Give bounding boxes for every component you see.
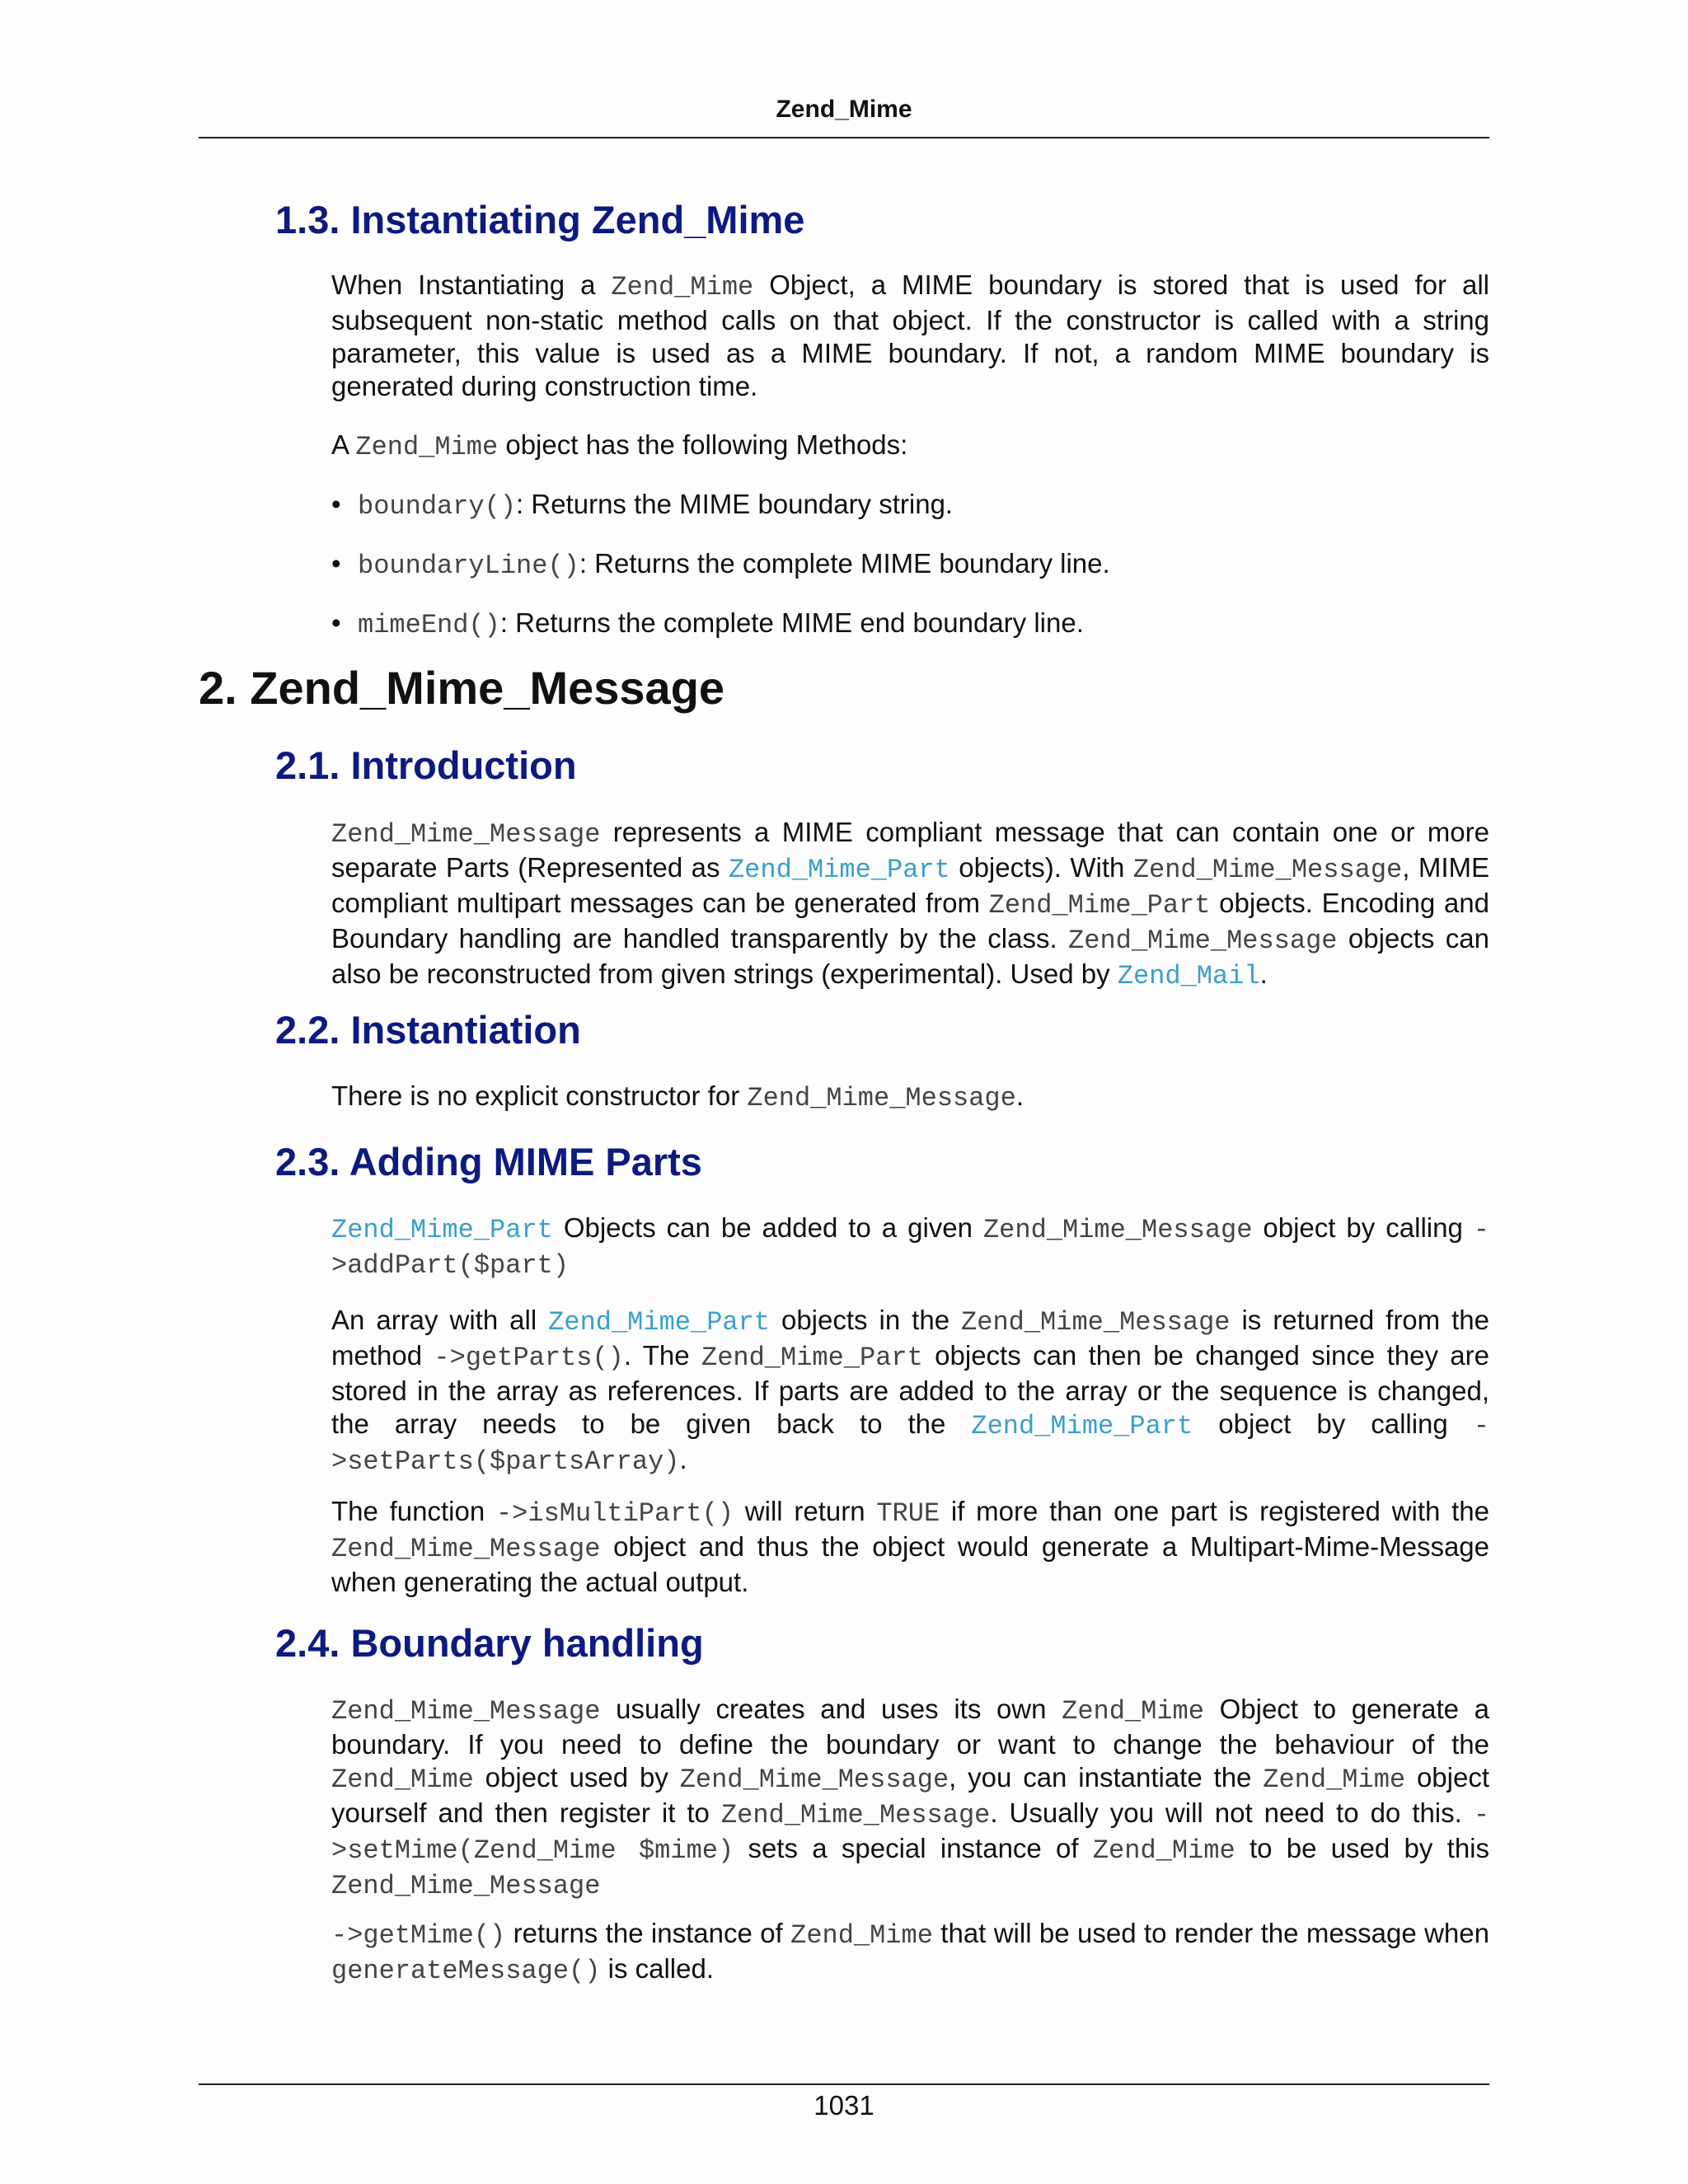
chapter-heading-2: 2. Zend_Mime_Message bbox=[199, 662, 725, 714]
link-zend-mime-part[interactable]: Zend_Mime_Part bbox=[728, 855, 950, 885]
paragraph-instantiation: There is no explicit constructor for Zend_Mime_Message. bbox=[331, 1080, 1024, 1113]
paragraph-instantiating-intro: When Instantiating a Zend_Mime Object, a MIME boundary is stored that is used for all subsequent non-static method calls on that object. If the constructor is called with a string parameter, this value is used as a MIME boundary. If not, a random MIME boundary is generated during construction time. bbox=[331, 269, 1489, 401]
section-heading-1-3: 1.3. Instantiating Zend_Mime bbox=[275, 198, 805, 241]
link-zend-mime-part[interactable]: Zend_Mime_Part bbox=[971, 1411, 1193, 1441]
list-item bbox=[331, 488, 1489, 547]
link-zend-mail[interactable]: Zend_Mail bbox=[1117, 961, 1260, 991]
list-item bbox=[331, 547, 1489, 607]
paragraph-introduction: Zend_Mime_Message represents a MIME compliant message that can contain one or more separate Parts (Represented as Zend_Mime_Part objects). With Zend_Mime_Message, MIME compliant multipart messages can be generated from Zend_Mime_Part objects. Encoding and Boundary handling are handled transparently by the class. Zend_Mime_Message objects can also be reconstructed from given strings (experimental). Used by Zend_Mail. bbox=[331, 817, 1490, 991]
method-description: : Returns the complete MIME end boundary line. bbox=[499, 607, 1084, 638]
method-code: mimeEnd() bbox=[358, 610, 500, 640]
paragraph-get-parts: An array with all Zend_Mime_Part objects in the Zend_Mime_Message is returned from the method ->getParts(). The Zend_Mime_Part objects can then be changed since they are stored in the array as references. If parts are added to the array or the sequence is changed, the array needs to be given back to the Zend_Mime_Part object by calling ->setParts($partsArray). bbox=[331, 1305, 1490, 1477]
code-zend-mime: Zend_Mime bbox=[355, 432, 499, 462]
method-code: boundaryLine() bbox=[358, 551, 579, 581]
paragraph-boundary-handling: Zend_Mime_Message usually creates and uses its own Zend_Mime Object to generate a boundary. If you need to define the boundary or want to change the behaviour of the Zend_Mime object used by Zend_Mime_Message, you can instantiate the Zend_Mime object yourself and then register it to Zend_Mime_Message. Usually you will not need to do this. ->setMime(Zend_Mime $mime) sets a special instance of Zend_Mime to be used by this Zend_Mime_Message bbox=[331, 1694, 1490, 1901]
running-header: Zend_Mime bbox=[776, 96, 912, 123]
section-heading-2-4: 2.4. Boundary handling bbox=[275, 1621, 704, 1665]
bullet-icon: • bbox=[331, 607, 341, 638]
footer-rule bbox=[199, 2083, 1489, 2085]
bullet-icon: • bbox=[331, 548, 341, 579]
link-zend-mime-part[interactable]: Zend_Mime_Part bbox=[548, 1307, 770, 1338]
methods-list bbox=[331, 488, 1489, 666]
paragraph-get-mime: ->getMime() returns the instance of Zend_Mime that will be used to render the message when generateMessage() is called. bbox=[331, 1918, 1489, 1986]
section-heading-2-2: 2.2. Instantiation bbox=[275, 1008, 581, 1052]
section-heading-2-3: 2.3. Adding MIME Parts bbox=[275, 1140, 702, 1183]
paragraph-methods-intro: A Zend_Mime object has the following Methods: bbox=[331, 429, 908, 462]
paragraph-is-multipart: The function ->isMultiPart() will return TRUE if more than one part is registered with the Zend_Mime_Message object and thus the object would generate a Multipart-Mime-Message when generating the actual output. bbox=[331, 1496, 1489, 1597]
link-zend-mime-part[interactable]: Zend_Mime_Part bbox=[331, 1215, 553, 1245]
list-item bbox=[331, 607, 1489, 666]
header-rule bbox=[199, 137, 1489, 138]
method-description: : Returns the MIME boundary string. bbox=[516, 489, 954, 519]
page-number: 1031 bbox=[814, 2090, 874, 2121]
bullet-icon: • bbox=[331, 489, 341, 519]
section-heading-2-1: 2.1. Introduction bbox=[275, 743, 577, 787]
method-code: boundary() bbox=[358, 491, 517, 522]
method-description: : Returns the complete MIME boundary line. bbox=[579, 548, 1110, 579]
paragraph-adding-parts: Zend_Mime_Part Objects can be added to a given Zend_Mime_Message object by calling ->addPart($part) bbox=[331, 1212, 1489, 1281]
code-zend-mime: Zend_Mime bbox=[611, 272, 754, 302]
